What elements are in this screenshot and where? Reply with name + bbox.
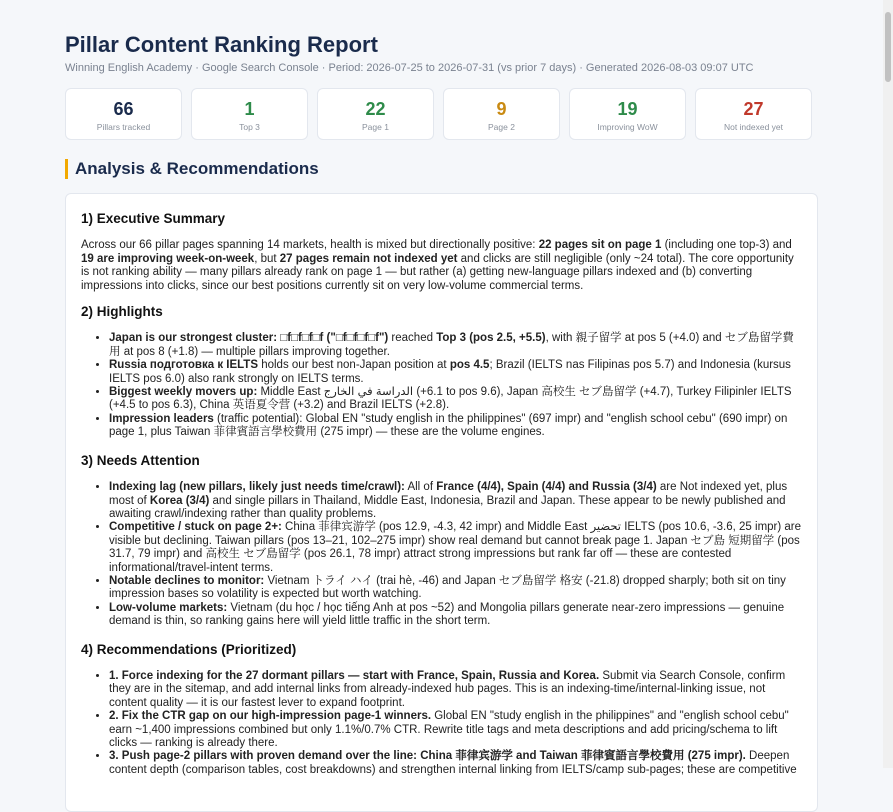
stat-value: 27 — [743, 99, 764, 119]
page-subtitle: Winning English Academy · Google Search Console · Period: 2026-07-25 to 2026-07-31 (vs prior 7 days) · Generated 2026-08-03 09:07 UTC — [65, 62, 754, 74]
stat-label: Top 3 — [239, 122, 260, 132]
list-item: • Competitive / stuck on page 2+: China 菲律宾游学 (pos 12.9, -4.3, 42 impr) and Middle East تحضير IELTS (pos 10.6, -3.6, 25 impr) are visible but declining. Taiwan pillars (pos 13–21, 102–275 impr) show real demand but cannot break page 1. Japan セブ島 短期留学 (pos 31.7, 79 impr) and 高校生 セブ島留学 (pos 26.1, 78 impr) attract strong impressions but rank far off — these are contested informational/travel-intent terms. — [109, 521, 802, 575]
stat-label: Page 2 — [488, 122, 515, 132]
stat-card-improving-wow — [569, 88, 686, 140]
highlights-heading: 2) Highlights — [81, 304, 163, 320]
highlights-list — [81, 332, 802, 439]
recommendations-heading: 4) Recommendations (Prioritized) — [81, 641, 297, 657]
stat-value: 19 — [617, 99, 638, 119]
list-item: • Indexing lag (new pillars, likely just needs time/crawl): All of France (4/4), Spain (4/4) and Russia (3/4) are Not indexed yet, plus most of Korea (3/4) and single pillars in Thailand, Middle East, Indonesia, Brazil and Japan. These appear to be newly published and awaiting crawl/indexing rather than quality problems. — [109, 481, 802, 521]
stat-label: Pillars tracked — [96, 122, 151, 132]
list-item: • Russia подготовка к IELTS holds our best non-Japan position at pos 4.5; Brazil (IELTS nas Filipinas pos 5.7) and Indonesia (kursus IELTS pos 6.0) also rank strongly on IELTS terms. — [109, 359, 802, 386]
stat-label: Improving WoW — [597, 122, 658, 132]
analysis-heading: Analysis & Recommendations — [65, 159, 818, 179]
page-scrollbar[interactable] — [883, 0, 893, 768]
needs-attention-list — [81, 481, 802, 628]
stat-value: 66 — [113, 99, 134, 119]
stat-value: 9 — [496, 99, 507, 119]
stat-card-page-1 — [317, 88, 434, 140]
list-item: • Low-volume markets: Vietnam (du học / học tiếng Anh at pos ~52) and Mongolia pillars generate near-zero impressions — genuine demand is thin, so ranking gains here will yield little traffic in the short term. — [109, 602, 802, 629]
exec-summary-paragraph: Across our 66 pillar pages spanning 14 markets, health is mixed but directionally positive: 22 pages sit on page 1 (including one top-3) and 19 are improving week-on-week, but 27 pages remain not indexed yet and clicks are still negligible (only ~24 total). The core opportunity is not ranking ability — many pillars already rank on page 1 — but rather (a) getting new-language pillars indexed and (b) converting impressions into clicks, since our best positions currently sit on very low-volume commercial terms. — [81, 239, 794, 292]
list-item: • Japan is our strongest cluster: □f□f□f□f ("□f□f□f□f") reached Top 3 (pos 2.5, +5.5), with 親子留学 at pos 5 (+4.0) and セブ島留学費用 at pos 8 (+1.8) — multiple pillars improving together. — [109, 332, 802, 359]
stat-card-top-3 — [191, 88, 308, 140]
recommendations-list — [81, 670, 802, 777]
list-item: • Biggest weekly movers up: Middle East الدراسة في الخارج (+6.1 to pos 9.6), Japan 高校生 セブ島留学 (+4.7), Turkey Filipinler IELTS (+4.5 to pos 6.3), China 英语夏令营 (+3.2) and Brazil IELTS (+2.8). — [109, 386, 802, 413]
page-title: Pillar Content Ranking Report — [65, 32, 378, 57]
stat-card-page-2 — [443, 88, 560, 140]
list-item: • 2. Fix the CTR gap on our high-impression page-1 winners. Global EN "study english in the philippines" and "english school cebu" earn ~1,400 impressions combined but only 1.1%/0.7% CTR. Rewrite title tags and meta descriptions and add pricing/schema to lift clicks — ranking is already there. — [109, 710, 802, 750]
exec-summary-heading: 1) Executive Summary — [81, 211, 226, 226]
analysis-card — [65, 193, 818, 812]
list-item: • Impression leaders (traffic potential): Global EN "study english in the philippines" (697 impr) and "english school cebu" (690 impr) on page 1, plus Taiwan 菲律賓語言學校費用 (275 impr) — these are the volume engines. — [109, 413, 802, 440]
stats-row — [65, 88, 818, 140]
stat-label: Not indexed yet — [723, 122, 784, 132]
stat-card-not-indexed — [695, 88, 812, 140]
stat-value: 22 — [365, 99, 386, 119]
report-page — [65, 0, 818, 812]
list-item: • Notable declines to monitor: Vietnam トライ ハイ (trai hè, -46) and Japan セブ島留学 格安 (-21.8) dropped sharply; both sit on tiny impression bases so volatility is expected but worth watching. — [109, 575, 802, 602]
scrollbar-thumb[interactable] — [885, 12, 891, 82]
stat-label: Page 1 — [362, 122, 389, 132]
needs-attention-heading: 3) Needs Attention — [81, 452, 200, 468]
stat-card-pillars-tracked — [65, 88, 182, 140]
list-item: • 1. Force indexing for the 27 dormant pillars — start with France, Spain, Russia and Korea. Submit via Search Console, confirm they are in the sitemap, and add internal links from already-indexed hub pages. This is an indexing-time/internal-linking issue, not content quality — it is our fastest lever to expand footprint. — [109, 670, 802, 710]
list-item: • 3. Push page-2 pillars with proven demand over the line: China 菲律宾游学 and Taiwan 菲律賓語言學校費用 (275 impr). Deepen content depth (comparison tables, cost breakdowns) and strengthen internal linking from IELTS/camp sub-pages; these are competitive — [109, 750, 802, 777]
stat-value: 1 — [244, 99, 255, 119]
